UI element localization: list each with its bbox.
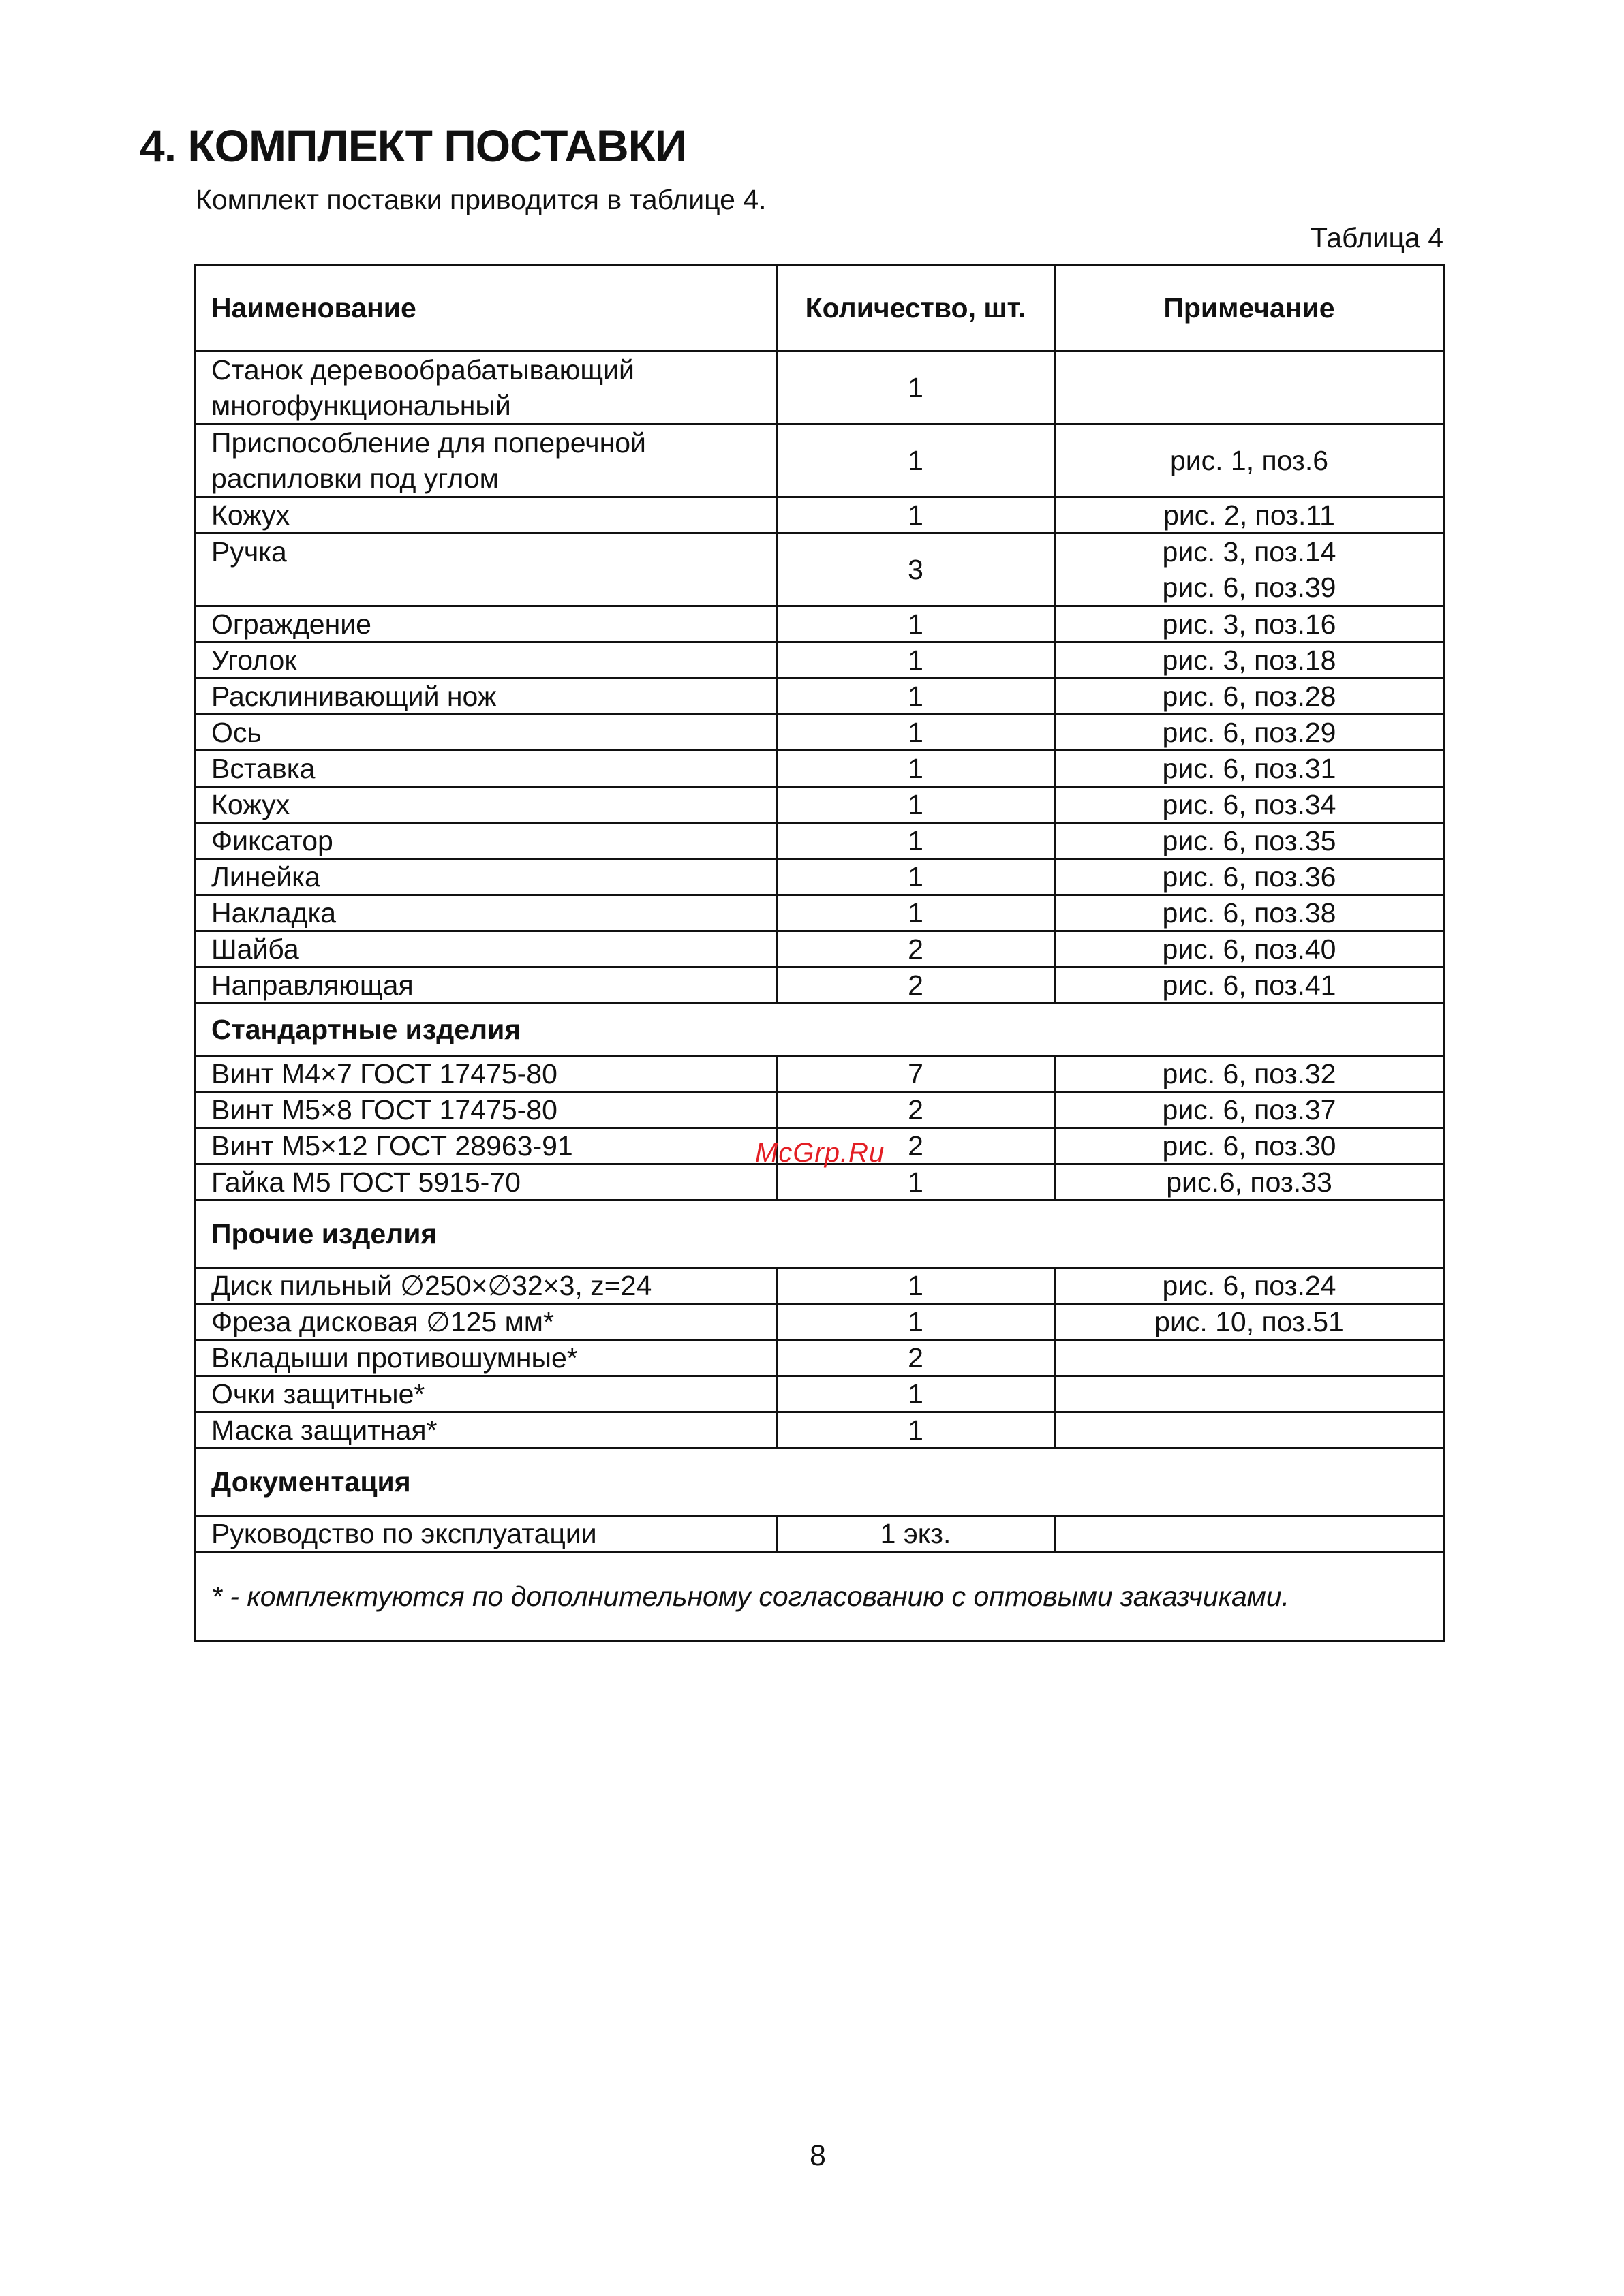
- table-row: [196, 967, 1444, 1004]
- row-name: Винт М5×12 ГОСТ 28963-91: [196, 1128, 777, 1164]
- row-name: Линейка: [196, 859, 777, 895]
- table-row: [196, 895, 1444, 931]
- row-qty: 2: [777, 1128, 1055, 1164]
- row-name: Ограждение: [196, 606, 777, 642]
- table-row: [196, 859, 1444, 895]
- row-note: рис. 6, поз.41: [1055, 967, 1444, 1004]
- row-qty: 1: [777, 1268, 1055, 1304]
- row-name: Руководство по эксплуатации: [196, 1516, 777, 1552]
- header-name: Наименование: [196, 265, 777, 352]
- row-name: Уголок: [196, 642, 777, 679]
- row-qty: 1: [777, 823, 1055, 859]
- row-note: [1055, 1376, 1444, 1412]
- table-row: [196, 679, 1444, 715]
- intro-text: Комплект поставки приводится в таблице 4.: [196, 184, 767, 215]
- row-qty: 1: [777, 1412, 1055, 1448]
- row-qty: 1: [777, 497, 1055, 533]
- row-qty: 3: [777, 533, 1055, 606]
- row-note: рис. 6, поз.38: [1055, 895, 1444, 931]
- table-row: [196, 1376, 1444, 1412]
- row-qty: 1 экз.: [777, 1516, 1055, 1552]
- row-qty: 2: [777, 1340, 1055, 1376]
- row-note: рис. 6, поз.24: [1055, 1268, 1444, 1304]
- row-note: [1055, 1340, 1444, 1376]
- footnote-row: [196, 1552, 1444, 1641]
- table-row: [196, 606, 1444, 642]
- row-name: Гайка М5 ГОСТ 5915-70: [196, 1164, 777, 1200]
- row-note: рис. 6, поз.28: [1055, 679, 1444, 715]
- table-row: [196, 823, 1444, 859]
- table-row: [196, 352, 1444, 424]
- row-name: Диск пильный ∅250×∅32×3, z=24: [196, 1268, 777, 1304]
- row-qty: 1: [777, 895, 1055, 931]
- row-qty: 2: [777, 1092, 1055, 1128]
- table-row: [196, 424, 1444, 497]
- row-qty: 1: [777, 1164, 1055, 1200]
- table-row: [196, 497, 1444, 533]
- table-row: [196, 1340, 1444, 1376]
- row-note: рис. 6, поз.30: [1055, 1128, 1444, 1164]
- table-row: [196, 1268, 1444, 1304]
- row-qty: 2: [777, 967, 1055, 1004]
- row-note: рис. 2, поз.11: [1055, 497, 1444, 533]
- row-name: Маска защитная*: [196, 1412, 777, 1448]
- row-name: Ручка: [196, 533, 777, 606]
- row-qty: 1: [777, 751, 1055, 787]
- row-note: рис. 3, поз.14 рис. 6, поз.39: [1055, 533, 1444, 606]
- row-name: Кожух: [196, 787, 777, 823]
- header-note: Примечание: [1055, 265, 1444, 352]
- row-note: рис. 10, поз.51: [1055, 1304, 1444, 1340]
- row-note: рис.6, поз.33: [1055, 1164, 1444, 1200]
- section-heading: Стандартные изделия: [196, 1004, 1444, 1056]
- row-qty: 1: [777, 642, 1055, 679]
- row-qty: 1: [777, 606, 1055, 642]
- table-row: [196, 1056, 1444, 1092]
- table-row: [196, 1304, 1444, 1340]
- delivery-table: [194, 264, 1445, 1642]
- table-row: [196, 1164, 1444, 1200]
- table-row: [196, 931, 1444, 967]
- row-note: рис. 6, поз.34: [1055, 787, 1444, 823]
- table-caption: Таблица 4: [1311, 222, 1443, 253]
- table-row: [196, 1092, 1444, 1128]
- row-qty: 1: [777, 352, 1055, 424]
- row-name: Очки защитные*: [196, 1376, 777, 1412]
- table-row: [196, 533, 1444, 606]
- row-name: Приспособление для поперечной распиловки под углом: [196, 424, 777, 497]
- row-name: Вставка: [196, 751, 777, 787]
- section-row-standard: [196, 1004, 1444, 1056]
- row-name: Фреза дисковая ∅125 мм*: [196, 1304, 777, 1340]
- row-note: рис. 6, поз.31: [1055, 751, 1444, 787]
- watermark: McGrp.Ru: [755, 1138, 885, 1168]
- row-qty: 1: [777, 424, 1055, 497]
- row-note: рис. 6, поз.36: [1055, 859, 1444, 895]
- row-name: Станок деревообрабатывающий многофункциональный: [196, 352, 777, 424]
- row-qty: 1: [777, 1376, 1055, 1412]
- row-name: Кожух: [196, 497, 777, 533]
- row-name: Винт М4×7 ГОСТ 17475-80: [196, 1056, 777, 1092]
- row-name: Винт М5×8 ГОСТ 17475-80: [196, 1092, 777, 1128]
- row-qty: 1: [777, 679, 1055, 715]
- row-note: рис. 6, поз.32: [1055, 1056, 1444, 1092]
- section-row-docs: [196, 1448, 1444, 1516]
- row-note: рис. 6, поз.37: [1055, 1092, 1444, 1128]
- row-name: Фиксатор: [196, 823, 777, 859]
- page-number: 8: [810, 2139, 826, 2172]
- table-row: [196, 642, 1444, 679]
- row-note: рис. 6, поз.29: [1055, 715, 1444, 751]
- row-name: Накладка: [196, 895, 777, 931]
- row-note: [1055, 1516, 1444, 1552]
- section-heading: Документация: [196, 1448, 1444, 1516]
- row-note: рис. 3, поз.16: [1055, 606, 1444, 642]
- table-row: [196, 1516, 1444, 1552]
- table-row: [196, 787, 1444, 823]
- table-header-row: [196, 265, 1444, 352]
- table-row: [196, 1412, 1444, 1448]
- section-row-other: [196, 1200, 1444, 1268]
- row-name: Вкладыши противошумные*: [196, 1340, 777, 1376]
- row-qty: 1: [777, 1304, 1055, 1340]
- table-row: [196, 715, 1444, 751]
- row-qty: 2: [777, 931, 1055, 967]
- row-note: рис. 6, поз.40: [1055, 931, 1444, 967]
- row-note: рис. 6, поз.35: [1055, 823, 1444, 859]
- section-heading: Прочие изделия: [196, 1200, 1444, 1268]
- row-note: [1055, 1412, 1444, 1448]
- row-name: Ось: [196, 715, 777, 751]
- row-qty: 1: [777, 859, 1055, 895]
- page-title: 4. КОМПЛЕКТ ПОСТАВКИ: [140, 121, 687, 171]
- table-row: [196, 751, 1444, 787]
- row-name: Шайба: [196, 931, 777, 967]
- row-note: рис. 1, поз.6: [1055, 424, 1444, 497]
- row-qty: 1: [777, 715, 1055, 751]
- row-note: рис. 3, поз.18: [1055, 642, 1444, 679]
- row-note: [1055, 352, 1444, 424]
- row-name: Направляющая: [196, 967, 777, 1004]
- footnote: * - комплектуются по дополнительному согласованию с оптовыми заказчиками.: [196, 1552, 1444, 1641]
- row-name: Расклинивающий нож: [196, 679, 777, 715]
- row-qty: 1: [777, 787, 1055, 823]
- row-qty: 7: [777, 1056, 1055, 1092]
- header-qty: Количество, шт.: [777, 265, 1055, 352]
